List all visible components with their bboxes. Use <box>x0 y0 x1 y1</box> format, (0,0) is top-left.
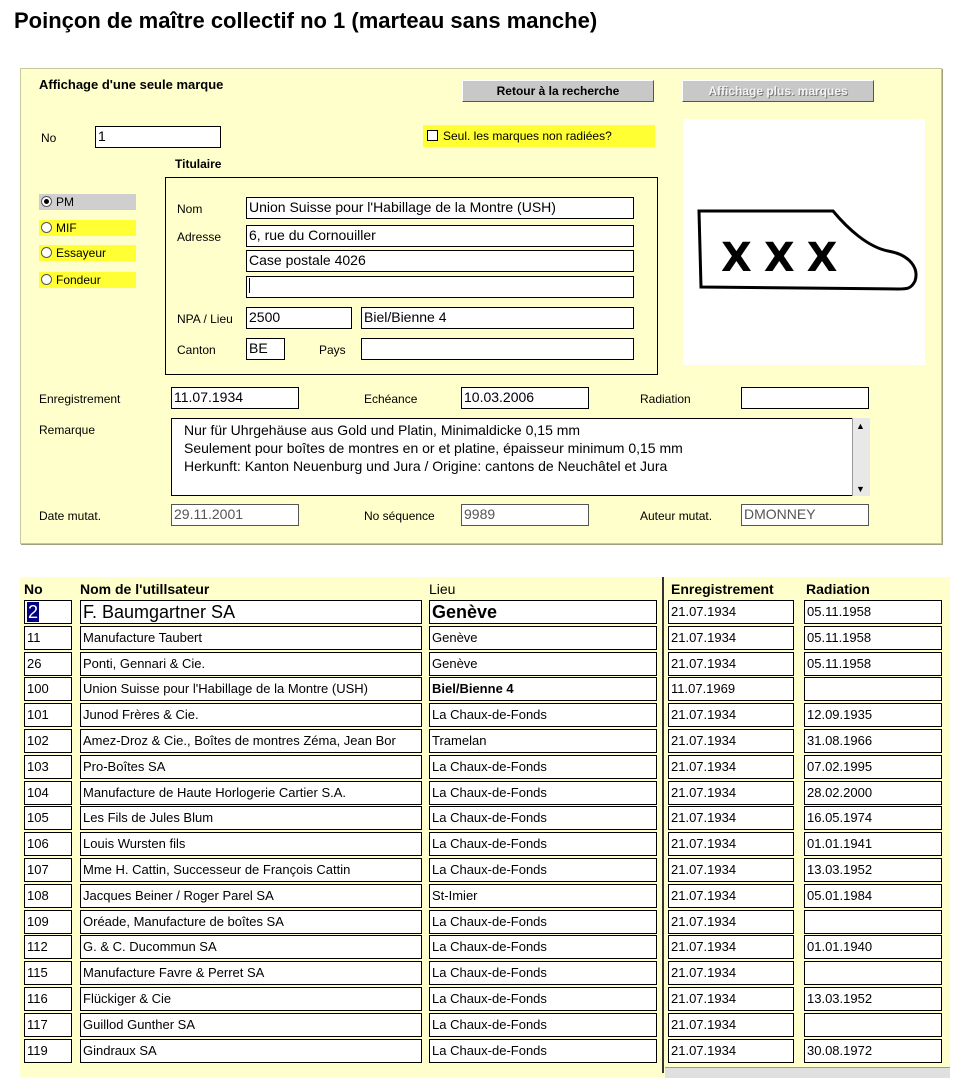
radio-mif-label: MIF <box>56 221 77 235</box>
cell-rad-value: 13.03.1952 <box>807 862 873 877</box>
cell-lieu-value: La Chaux-de-Fonds <box>432 810 547 826</box>
cell-enreg[interactable] <box>668 832 794 856</box>
scroll-down-icon[interactable]: ▼ <box>856 484 865 494</box>
cell-lieu[interactable] <box>429 858 657 882</box>
cell-no[interactable] <box>24 961 72 985</box>
cell-lieu-value: La Chaux-de-Fonds <box>432 707 547 723</box>
cell-rad[interactable] <box>804 626 942 650</box>
cell-no[interactable] <box>24 987 72 1011</box>
auteur-mutat-label: Auteur mutat. <box>640 509 713 523</box>
cell-lieu-value: La Chaux-de-Fonds <box>432 1042 547 1058</box>
adresse-line-2[interactable]: Case postale 4026 <box>246 250 634 272</box>
cell-enreg-value: 21.07.1934 <box>671 862 737 877</box>
cell-no-value: 11 <box>27 629 41 645</box>
cell-nom[interactable] <box>80 1013 422 1037</box>
table-row[interactable] <box>20 1039 950 1063</box>
cell-rad[interactable] <box>804 781 942 805</box>
auteur-mutat-field[interactable]: DMONNEY <box>741 504 869 526</box>
cell-lieu[interactable] <box>429 1039 657 1063</box>
cell-nom[interactable] <box>80 858 422 882</box>
cell-nom-value: Gindraux SA <box>83 1042 157 1058</box>
remarque-label: Remarque <box>39 423 96 437</box>
cell-rad-value: 31.08.1966 <box>807 733 873 748</box>
no-sequence-label: No séquence <box>364 509 435 523</box>
cell-lieu-value: La Chaux-de-Fonds <box>432 758 547 774</box>
cell-no-value: 106 <box>27 836 49 852</box>
cell-nom[interactable] <box>80 961 422 985</box>
cell-enreg[interactable] <box>668 677 794 701</box>
radio-essayeur[interactable] <box>39 245 136 261</box>
cell-lieu-value: La Chaux-de-Fonds <box>432 939 547 955</box>
radiation-field[interactable] <box>741 387 869 409</box>
cell-no-value: 2 <box>28 602 39 622</box>
cell-enreg[interactable] <box>668 729 794 753</box>
cell-lieu[interactable] <box>429 781 657 805</box>
mark-image <box>683 119 925 365</box>
cell-nom[interactable] <box>80 832 422 856</box>
cell-enreg-value: 21.07.1934 <box>671 965 737 981</box>
table-row[interactable] <box>20 729 950 753</box>
cell-nom[interactable] <box>80 729 422 753</box>
date-mutat-field[interactable]: 29.11.2001 <box>171 504 299 526</box>
table-row[interactable] <box>20 987 950 1011</box>
cell-nom-value: Amez-Droz & Cie., Boîtes de montres Zéma, Jean Bor <box>83 733 396 748</box>
cell-enreg-value: 21.07.1934 <box>671 991 737 1006</box>
cell-rad[interactable] <box>804 961 942 985</box>
cell-lieu[interactable] <box>429 987 657 1011</box>
cell-nom[interactable] <box>80 987 422 1011</box>
cell-lieu-value: Biel/Bienne 4 <box>432 681 514 697</box>
cell-nom-value: Junod Frères & Cie. <box>83 707 199 723</box>
cell-enreg-value: 21.07.1934 <box>671 758 737 774</box>
cell-rad[interactable] <box>804 858 942 882</box>
cell-enreg-value: 21.07.1934 <box>671 913 737 929</box>
cell-lieu[interactable] <box>429 626 657 650</box>
cell-enreg[interactable] <box>668 910 794 934</box>
table-row[interactable] <box>20 961 950 985</box>
cell-no-value: 101 <box>27 707 49 723</box>
cell-enreg-value: 21.07.1934 <box>671 1042 737 1058</box>
cell-nom-value: Jacques Beiner / Roger Parel SA <box>83 887 274 903</box>
npa-label: NPA / Lieu <box>177 312 233 326</box>
hammer-mark-icon <box>683 119 925 365</box>
cell-no-value: 112 <box>27 939 48 955</box>
radiation-label: Radiation <box>640 392 691 406</box>
echeance-field[interactable]: 10.03.2006 <box>461 387 589 409</box>
no-label: No <box>41 131 57 145</box>
lieu-field[interactable]: Biel/Bienne 4 <box>361 307 634 329</box>
cell-no-value: 109 <box>27 913 49 929</box>
cell-enreg-value: 21.07.1934 <box>671 655 737 671</box>
cell-rad-value: 30.08.1972 <box>807 1042 873 1058</box>
panel-heading: Affichage d'une seule marque <box>39 77 224 92</box>
cell-enreg-value: 21.07.1934 <box>671 1016 737 1032</box>
table-row[interactable] <box>20 910 950 934</box>
cell-rad[interactable] <box>804 652 942 676</box>
cell-lieu[interactable] <box>429 910 657 934</box>
cell-rad-value: 05.11.1958 <box>807 604 872 619</box>
horizontal-scrollbar[interactable] <box>665 1067 950 1078</box>
cell-no-value: 103 <box>27 758 49 774</box>
cell-nom[interactable] <box>80 600 422 624</box>
cell-enreg[interactable] <box>668 884 794 908</box>
enregistrement-label: Enregistrement <box>39 392 121 406</box>
header-nom: Nom de l'utillsateur <box>80 581 210 597</box>
table-row[interactable] <box>20 884 950 908</box>
cell-no[interactable] <box>24 677 72 701</box>
cell-nom[interactable] <box>80 884 422 908</box>
adresse-line-1[interactable]: 6, rue du Cornouiller <box>246 225 634 247</box>
cell-lieu-value: Genève <box>432 602 498 622</box>
cell-nom-value: Guillod Gunther SA <box>83 1016 196 1032</box>
radio-pm[interactable] <box>39 194 136 210</box>
cell-lieu[interactable] <box>429 755 657 779</box>
cell-enreg[interactable] <box>668 961 794 985</box>
cell-nom[interactable] <box>80 626 422 650</box>
cell-nom-value: Louis Wursten fils <box>83 836 186 852</box>
cell-nom-value: Les Fils de Jules Blum <box>83 810 214 826</box>
canton-label: Canton <box>177 343 216 357</box>
cell-no-value: 116 <box>27 991 48 1006</box>
cell-enreg[interactable] <box>668 781 794 805</box>
cell-nom-value: G. & C. Ducommun SA <box>83 939 217 955</box>
cell-lieu[interactable] <box>429 729 657 753</box>
cell-no-value: 108 <box>27 887 49 903</box>
table-row[interactable] <box>20 832 950 856</box>
canton-field[interactable]: BE <box>246 338 285 360</box>
radio-pm-label: PM <box>56 195 74 209</box>
table-row[interactable] <box>20 652 950 676</box>
cell-enreg[interactable] <box>668 987 794 1011</box>
nom-field[interactable]: Union Suisse pour l'Habillage de la Montre (USH) <box>246 197 634 219</box>
cell-rad[interactable] <box>804 806 942 830</box>
cell-lieu-value: La Chaux-de-Fonds <box>432 1016 547 1032</box>
cell-nom-value: F. Baumgartner SA <box>83 602 236 622</box>
table-row[interactable] <box>20 600 950 624</box>
cell-enreg-value: 21.07.1934 <box>671 939 737 955</box>
header-no: No <box>24 581 43 597</box>
cell-enreg-value: 21.07.1934 <box>671 707 737 723</box>
cell-no[interactable] <box>24 729 72 753</box>
cell-no-value: 117 <box>27 1016 48 1032</box>
cell-enreg-value: 21.07.1934 <box>671 810 737 826</box>
radio-icon[interactable] <box>41 247 52 258</box>
adresse-label: Adresse <box>177 230 222 244</box>
cell-no[interactable] <box>24 703 72 727</box>
cell-nom-value: Union Suisse pour l'Habillage de la Montre (USH) <box>83 681 369 697</box>
cell-enreg[interactable] <box>668 806 794 830</box>
cell-enreg-value: 11.07.1969 <box>671 681 736 697</box>
cell-lieu-value: Genève <box>432 629 478 645</box>
header-lieu: Lieu <box>429 581 456 597</box>
radio-fondeur-label: Fondeur <box>56 273 101 287</box>
table-row[interactable] <box>20 677 950 701</box>
cell-nom[interactable] <box>80 755 422 779</box>
non-radiated-checkbox[interactable] <box>423 125 655 147</box>
cell-enreg[interactable] <box>668 755 794 779</box>
cell-lieu-value: La Chaux-de-Fonds <box>432 965 547 981</box>
cell-no[interactable] <box>24 781 72 805</box>
radio-icon[interactable] <box>41 274 52 285</box>
cell-no-value: 119 <box>27 1042 48 1058</box>
cell-rad[interactable] <box>804 600 942 624</box>
cell-enreg[interactable] <box>668 626 794 650</box>
cell-no-value: 102 <box>27 733 49 748</box>
cell-lieu[interactable] <box>429 935 657 959</box>
cell-rad[interactable] <box>804 832 942 856</box>
cell-no[interactable] <box>24 1039 72 1063</box>
cell-enreg-value: 21.07.1934 <box>671 836 737 852</box>
no-sequence-field[interactable]: 9989 <box>461 504 589 526</box>
table-row[interactable] <box>20 806 950 830</box>
table-row[interactable] <box>20 703 950 727</box>
cell-no[interactable] <box>24 600 72 624</box>
cell-no[interactable] <box>24 858 72 882</box>
cell-lieu[interactable] <box>429 1013 657 1037</box>
cell-lieu[interactable] <box>429 961 657 985</box>
table-row[interactable] <box>20 755 950 779</box>
table-row[interactable] <box>20 1013 950 1037</box>
cell-enreg[interactable] <box>668 600 794 624</box>
cell-no[interactable] <box>24 884 72 908</box>
cell-nom-value: Pro-Boîtes SA <box>83 758 166 774</box>
cell-nom-value: Mme H. Cattin, Successeur de François Cattin <box>83 862 351 877</box>
cell-no-value: 105 <box>27 810 49 826</box>
cell-nom-value: Oréade, Manufacture de boîtes SA <box>83 913 284 929</box>
cell-lieu[interactable] <box>429 884 657 908</box>
cell-rad[interactable] <box>804 884 942 908</box>
cell-nom[interactable] <box>80 703 422 727</box>
cell-no[interactable] <box>24 935 72 959</box>
cell-rad[interactable] <box>804 729 942 753</box>
cell-lieu-value: Genève <box>432 655 478 671</box>
adresse-line-3[interactable] <box>246 276 634 298</box>
cell-rad[interactable] <box>804 703 942 727</box>
cell-lieu-value: La Chaux-de-Fonds <box>432 991 547 1006</box>
cell-rad-value: 01.01.1940 <box>807 939 873 955</box>
pays-field[interactable] <box>361 338 634 360</box>
table-row[interactable] <box>20 781 950 805</box>
cell-lieu[interactable] <box>429 600 657 624</box>
radio-icon[interactable] <box>41 222 52 233</box>
cell-lieu-value: St-Imier <box>432 887 478 903</box>
cell-rad-value: 05.11.1958 <box>807 629 872 645</box>
cell-enreg-value: 21.07.1934 <box>671 887 737 903</box>
cell-nom-value: Manufacture de Haute Horlogerie Cartier S.A. <box>83 784 347 800</box>
single-mark-panel <box>20 68 942 544</box>
no-field[interactable]: 1 <box>95 126 221 148</box>
cell-lieu-value: La Chaux-de-Fonds <box>432 784 547 800</box>
cell-no[interactable] <box>24 910 72 934</box>
cell-no-value: 100 <box>27 681 49 697</box>
cell-nom[interactable] <box>80 935 422 959</box>
cell-rad-value: 07.02.1995 <box>807 758 873 774</box>
scroll-up-icon[interactable]: ▲ <box>856 421 865 431</box>
cell-nom[interactable] <box>80 677 422 701</box>
cell-lieu[interactable] <box>429 832 657 856</box>
cell-enreg[interactable] <box>668 935 794 959</box>
cell-lieu-value: La Chaux-de-Fonds <box>432 862 547 877</box>
cell-no[interactable] <box>24 652 72 676</box>
cell-enreg[interactable] <box>668 1013 794 1037</box>
show-multiple-marks-button[interactable]: Affichage plus. marques <box>682 80 874 102</box>
echeance-label: Echéance <box>364 392 418 406</box>
cell-enreg[interactable] <box>668 1039 794 1063</box>
cell-rad-value: 28.02.2000 <box>807 784 873 800</box>
cell-no-value: 107 <box>27 862 49 877</box>
table-row[interactable] <box>20 626 950 650</box>
cell-no[interactable] <box>24 755 72 779</box>
cell-enreg-value: 21.07.1934 <box>671 784 737 800</box>
cell-nom-value: Flückiger & Cie <box>83 991 172 1006</box>
nom-label: Nom <box>177 202 203 216</box>
cell-nom-value: Ponti, Gennari & Cie. <box>83 655 206 671</box>
titulaire-label: Titulaire <box>175 157 222 171</box>
cell-nom[interactable] <box>80 652 422 676</box>
cell-no[interactable] <box>24 1013 72 1037</box>
pays-label: Pays <box>319 343 346 357</box>
checkbox-label: Seul. les marques non radiées? <box>443 129 612 143</box>
cell-enreg[interactable] <box>668 703 794 727</box>
cell-rad[interactable] <box>804 1013 942 1037</box>
cell-no-value: 104 <box>27 784 49 800</box>
remarque-line: Nur für Uhrgehäuse aus Gold und Platin, Minimaldicke 0,15 mm <box>184 422 581 438</box>
cell-lieu[interactable] <box>429 703 657 727</box>
cell-nom[interactable] <box>80 781 422 805</box>
cell-lieu[interactable] <box>429 677 657 701</box>
cell-rad[interactable] <box>804 1039 942 1063</box>
cell-rad-value: 01.01.1941 <box>807 836 873 852</box>
cell-rad[interactable] <box>804 987 942 1011</box>
header-enregistrement: Enregistrement <box>671 581 774 597</box>
cell-rad-value: 13.03.1952 <box>807 991 873 1006</box>
page-title: Poinçon de maître collectif no 1 (marteau sans manche) <box>14 8 598 33</box>
date-mutat-label: Date mutat. <box>39 509 102 523</box>
cell-rad[interactable] <box>804 677 942 701</box>
cell-nom[interactable] <box>80 806 422 830</box>
table-row[interactable] <box>20 858 950 882</box>
cell-enreg[interactable] <box>668 858 794 882</box>
enregistrement-field[interactable]: 11.07.1934 <box>171 387 299 409</box>
npa-field[interactable]: 2500 <box>246 307 352 329</box>
cell-enreg[interactable] <box>668 652 794 676</box>
users-table <box>20 577 950 1077</box>
cell-no[interactable] <box>24 806 72 830</box>
cell-rad[interactable] <box>804 910 942 934</box>
radio-mif[interactable] <box>39 220 136 236</box>
cell-rad-value: 16.05.1974 <box>807 810 873 826</box>
remarque-line: Seulement pour boîtes de montres en or et platine, épaisseur minimum 0,15 mm <box>184 440 683 456</box>
checkbox-icon[interactable] <box>427 130 438 141</box>
radio-fondeur[interactable] <box>39 272 136 288</box>
remarque-line: Herkunft: Kanton Neuenburg und Jura / Origine: cantons de Neuchâtel et Jura <box>184 458 668 474</box>
cell-rad[interactable] <box>804 935 942 959</box>
cell-enreg-value: 21.07.1934 <box>671 604 737 619</box>
header-radiation: Radiation <box>806 581 870 597</box>
cell-rad[interactable] <box>804 755 942 779</box>
cell-no[interactable] <box>24 626 72 650</box>
cell-lieu[interactable] <box>429 806 657 830</box>
cell-lieu-value: La Chaux-de-Fonds <box>432 836 547 852</box>
cell-lieu-value: La Chaux-de-Fonds <box>432 913 547 929</box>
cell-no-value: 115 <box>27 965 48 981</box>
cell-enreg-value: 21.07.1934 <box>671 629 737 645</box>
cell-lieu[interactable] <box>429 652 657 676</box>
text-cursor <box>249 278 250 293</box>
cell-rad-value: 12.09.1935 <box>807 707 873 723</box>
cell-lieu-value: Tramelan <box>432 733 487 748</box>
cell-no-value: 26 <box>27 655 42 671</box>
cell-enreg-value: 21.07.1934 <box>671 733 737 748</box>
cell-rad-value: 05.01.1984 <box>807 887 873 903</box>
remarque-scrollbar[interactable] <box>852 418 870 496</box>
mark-letters: XXX <box>721 235 850 281</box>
radio-essayeur-label: Essayeur <box>56 246 107 260</box>
cell-rad-value: 05.11.1958 <box>807 655 872 671</box>
cell-nom-value: Manufacture Taubert <box>83 629 202 645</box>
cell-nom-value: Manufacture Favre & Perret SA <box>83 965 265 981</box>
back-to-search-button[interactable]: Retour à la recherche <box>462 80 654 102</box>
remarque-textarea[interactable] <box>171 418 870 496</box>
radio-selected-icon[interactable] <box>41 196 52 207</box>
cell-nom[interactable] <box>80 1039 422 1063</box>
cell-no[interactable] <box>24 832 72 856</box>
cell-nom[interactable] <box>80 910 422 934</box>
table-row[interactable] <box>20 935 950 959</box>
